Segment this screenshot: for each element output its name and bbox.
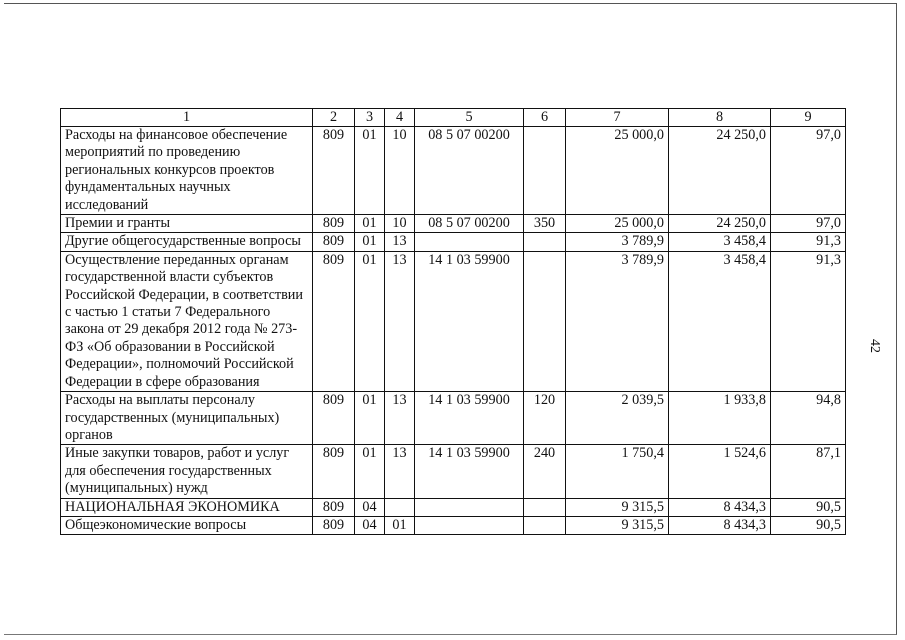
row-csr: 14 1 03 59900	[415, 392, 524, 445]
row-vr: 240	[524, 445, 566, 498]
row-fact: 24 250,0	[669, 215, 771, 233]
row-gr: 809	[313, 251, 355, 391]
row-plan: 3 789,9	[566, 233, 669, 251]
table-row	[61, 127, 846, 215]
row-plan: 1 750,4	[566, 445, 669, 498]
row-plan: 9 315,5	[566, 516, 669, 534]
row-pr: 10	[385, 127, 415, 215]
row-percent: 90,5	[771, 516, 846, 534]
table-row	[61, 498, 846, 516]
row-csr: 14 1 03 59900	[415, 445, 524, 498]
row-name: НАЦИОНАЛЬНАЯ ЭКОНОМИКА	[61, 498, 313, 516]
header-cell: 5	[415, 109, 524, 127]
table-row	[61, 445, 846, 498]
row-plan: 25 000,0	[566, 127, 669, 215]
row-csr: 14 1 03 59900	[415, 251, 524, 391]
row-name: Другие общегосударственные вопросы	[61, 233, 313, 251]
row-pr	[385, 498, 415, 516]
row-gr: 809	[313, 498, 355, 516]
row-fact: 24 250,0	[669, 127, 771, 215]
row-rz: 01	[355, 215, 385, 233]
row-csr: 08 5 07 00200	[415, 127, 524, 215]
row-vr	[524, 516, 566, 534]
row-rz: 04	[355, 498, 385, 516]
row-percent: 91,3	[771, 251, 846, 391]
row-pr: 13	[385, 251, 415, 391]
row-plan: 3 789,9	[566, 251, 669, 391]
header-cell: 9	[771, 109, 846, 127]
row-vr	[524, 498, 566, 516]
row-vr	[524, 251, 566, 391]
row-name: Премии и гранты	[61, 215, 313, 233]
row-rz: 01	[355, 127, 385, 215]
page-number: 42	[867, 339, 882, 353]
table-row	[61, 251, 846, 391]
row-fact: 1 933,8	[669, 392, 771, 445]
row-rz: 01	[355, 251, 385, 391]
row-name: Расходы на финансовое обеспечение мероприятий по проведению региональных конкурсов проектов фундаментальных научных исследований	[61, 127, 313, 215]
row-fact: 8 434,3	[669, 498, 771, 516]
row-gr: 809	[313, 233, 355, 251]
row-gr: 809	[313, 516, 355, 534]
table-row	[61, 215, 846, 233]
header-cell: 1	[61, 109, 313, 127]
row-csr: 08 5 07 00200	[415, 215, 524, 233]
row-gr: 809	[313, 392, 355, 445]
row-percent: 90,5	[771, 498, 846, 516]
row-csr	[415, 498, 524, 516]
row-pr: 13	[385, 233, 415, 251]
row-gr: 809	[313, 215, 355, 233]
row-fact: 1 524,6	[669, 445, 771, 498]
row-percent: 91,3	[771, 233, 846, 251]
row-name: Осуществление переданных органам государственной власти субъектов Российской Федерации, в соответствии с частью 1 статьи 7 Федерального закона от 29 декабря 2012 года № 273-ФЗ «Об образовании в Российской Федерации», полномочий Российской Федерации в сфере образования	[61, 251, 313, 391]
row-percent: 94,8	[771, 392, 846, 445]
row-fact: 8 434,3	[669, 516, 771, 534]
table-row	[61, 516, 846, 534]
row-vr	[524, 233, 566, 251]
row-name: Общеэкономические вопросы	[61, 516, 313, 534]
row-pr: 10	[385, 215, 415, 233]
header-cell: 6	[524, 109, 566, 127]
table-header-row	[61, 109, 846, 127]
row-rz: 04	[355, 516, 385, 534]
row-gr: 809	[313, 127, 355, 215]
row-vr: 350	[524, 215, 566, 233]
row-plan: 2 039,5	[566, 392, 669, 445]
row-csr	[415, 516, 524, 534]
row-plan: 25 000,0	[566, 215, 669, 233]
row-plan: 9 315,5	[566, 498, 669, 516]
budget-table	[60, 108, 846, 535]
header-cell: 7	[566, 109, 669, 127]
row-vr: 120	[524, 392, 566, 445]
row-fact: 3 458,4	[669, 233, 771, 251]
header-cell: 4	[385, 109, 415, 127]
row-fact: 3 458,4	[669, 251, 771, 391]
header-cell: 3	[355, 109, 385, 127]
row-pr: 13	[385, 392, 415, 445]
row-rz: 01	[355, 392, 385, 445]
row-csr	[415, 233, 524, 251]
row-pr: 01	[385, 516, 415, 534]
row-vr	[524, 127, 566, 215]
header-cell: 8	[669, 109, 771, 127]
row-percent: 87,1	[771, 445, 846, 498]
header-cell: 2	[313, 109, 355, 127]
row-pr: 13	[385, 445, 415, 498]
row-percent: 97,0	[771, 127, 846, 215]
row-name: Расходы на выплаты персоналу государственных (муниципальных) органов	[61, 392, 313, 445]
row-gr: 809	[313, 445, 355, 498]
row-percent: 97,0	[771, 215, 846, 233]
row-rz: 01	[355, 445, 385, 498]
table-row	[61, 233, 846, 251]
row-name: Иные закупки товаров, работ и услуг для обеспечения государственных (муниципальных) нужд	[61, 445, 313, 498]
row-rz: 01	[355, 233, 385, 251]
table-row	[61, 392, 846, 445]
